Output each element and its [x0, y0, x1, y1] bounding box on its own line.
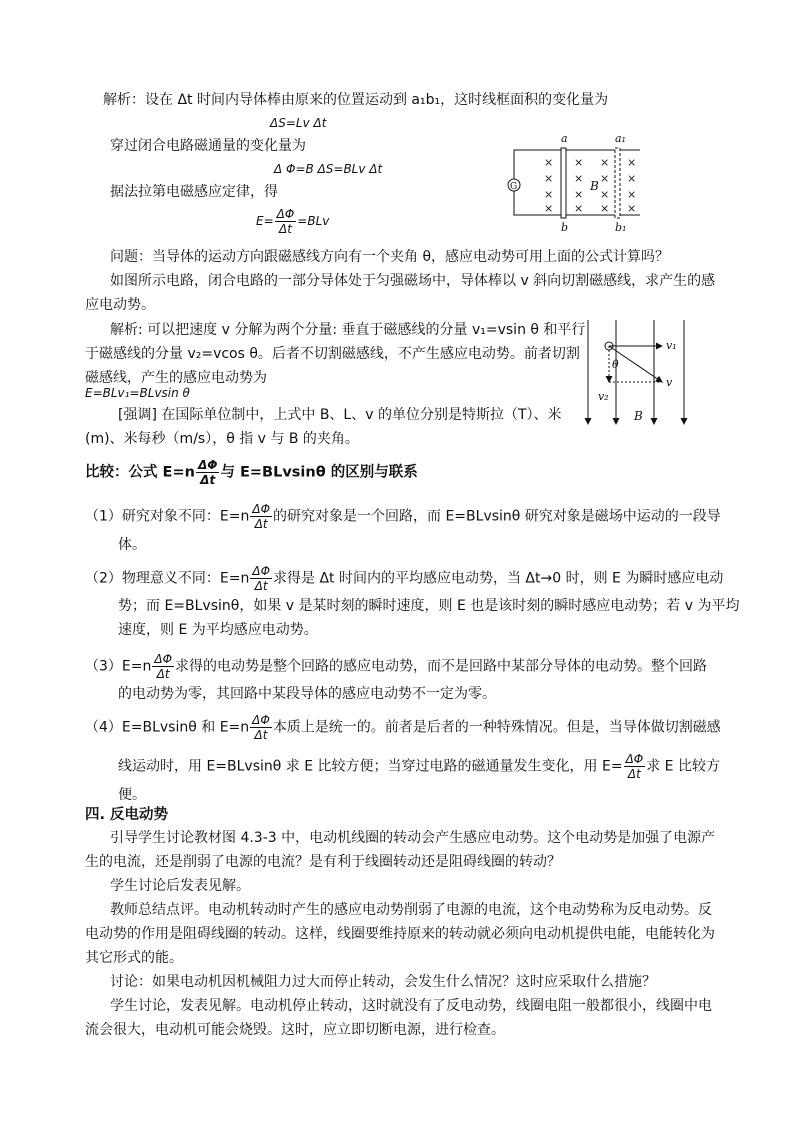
analysis-paragraph: 解析：设在 Δt 时间内导体棒由原来的位置运动到 a₁b₁，这时线框面积的变化量为	[103, 92, 609, 108]
field-cross: ×	[627, 172, 637, 185]
comparison-item-2	[85, 564, 723, 593]
galvanometer-label: G	[510, 182, 518, 192]
field-cross: ×	[600, 156, 610, 169]
item4-post: 本质上是统一的。前者是后者的一种特殊情况。但是，当导体做切割磁感	[272, 719, 721, 736]
faraday-law-text: 据法拉第电磁感应定律，得	[110, 184, 278, 200]
label-a: a	[561, 132, 568, 145]
circuit-figure	[500, 130, 650, 235]
label-theta: θ	[612, 358, 619, 371]
label-b1: b₁	[615, 221, 627, 234]
frac-denominator: Δt	[627, 767, 641, 781]
item1-pre: （1）研究对象不同：E=n	[85, 508, 250, 525]
flux-change-text: 穿过闭合电路磁通量的变化量为	[110, 138, 306, 154]
comparison-item-3-cont: 的电动势为零，其回路中某段导体的感应电动势不一定为零。	[118, 686, 496, 702]
comparison-heading-post: 与 E=BLvsinθ 的区别与联系	[220, 464, 418, 481]
section4-paragraph3-line1: 教师总结点评。电动机转动时产生的感应电动势削弱了电源的电流，这个电动势称为反电动势。反	[110, 902, 712, 918]
area-change-equation: ΔS=Lv Δt	[270, 116, 327, 130]
item4-cont-pre: 线运动时，用 E=BLvsinθ 求 E 比较方便；当穿过电路的磁通量发生变化，用 E=	[118, 758, 623, 775]
field-label-B: B	[590, 179, 599, 193]
section4-paragraph4: 讨论：如果电动机因机械阻力过大而停止转动，会发生什么情况？这时应采取什么措施？	[110, 974, 656, 990]
comparison-item-2-cont1: 势；而 E=BLvsinθ，如果 v 是某时刻的瞬时速度，则 E 也是该时刻的瞬时感应电动势；若 v 为平均	[118, 598, 740, 614]
field-cross: ×	[544, 172, 554, 185]
heading-denominator: Δt	[200, 473, 216, 487]
velocity-decomposition-figure	[580, 318, 700, 430]
emf-rhs: =BLv	[297, 214, 330, 228]
comparison-heading-pre: 比较：公式 E=n	[85, 464, 195, 481]
item2-pre: （2）物理意义不同：E=n	[85, 570, 250, 587]
emf-lhs: E=	[256, 214, 274, 228]
comparison-item-4-cont	[118, 752, 720, 781]
decomposition-line2: 于磁感线的分量 v₂=vcos θ。后者不切割磁感线，不产生感应电动势。前者切割	[85, 346, 580, 362]
decomposition-line1: 解析: 可以把速度 v 分解为两个分量: 垂直于磁感线的分量 v₁=vsin θ 和平行	[110, 322, 586, 338]
label-a1: a₁	[615, 132, 626, 145]
frac-numerator: ΔΦ	[154, 652, 173, 666]
circuit-description-line1: 如图所示电路，闭合电路的一部分导体处于匀强磁场中，导体棒以 v 斜向切割磁感线，求产生的感	[110, 273, 716, 289]
heading-fraction	[196, 458, 220, 487]
item3-fraction	[152, 652, 174, 681]
item2-post: 求得是 Δt 时间内的平均感应电动势，当 Δt→0 时，则 E 为瞬时感应电动	[273, 570, 724, 587]
comparison-item-4	[85, 713, 721, 742]
label-v2: v₂	[598, 390, 609, 403]
emf-denominator: Δt	[279, 222, 292, 236]
section4-paragraph2: 学生讨论后发表见解。	[110, 878, 250, 894]
frac-denominator: Δt	[254, 728, 268, 742]
emphasis-line2: (m)、米每秒（m/s），θ 指 v 与 B 的夹角。	[85, 431, 359, 447]
section-four-heading: 四. 反电动势	[85, 807, 169, 823]
comparison-item-1-cont: 体。	[118, 537, 146, 553]
item4-cont-fraction	[624, 752, 646, 781]
item1-post: 的研究对象是一个回路，而 E=BLvsinθ 研究对象是磁场中运动的一段导	[273, 508, 721, 525]
field-cross: ×	[600, 202, 610, 215]
frac-denominator: Δt	[156, 667, 170, 681]
section4-paragraph3-line2: 电动势的作用是阻碍线圈的转动。这样，线圈要维持原来的转动就必须向电动机提供电能，电能转化为	[85, 926, 715, 942]
frac-numerator: ΔΦ	[252, 564, 271, 578]
field-cross: ×	[544, 156, 554, 169]
comparison-item-1	[85, 502, 721, 531]
heading-numerator: ΔΦ	[197, 458, 218, 472]
rod-ab	[561, 148, 566, 218]
field-cross: ×	[544, 202, 554, 215]
field-cross: ×	[574, 172, 584, 185]
emf-numerator: ΔΦ	[276, 207, 295, 221]
section4-paragraph5-line2: 流会很大，电动机可能会烧毁。这时，应立即切断电源，进行检查。	[85, 1022, 505, 1038]
field-cross: ×	[600, 188, 610, 201]
field-cross: ×	[544, 188, 554, 201]
item3-post: 求得的电动势是整个回路的感应电动势，而不是回路中某部分导体的电动势。整个回路	[175, 658, 708, 675]
field-cross: ×	[574, 188, 584, 201]
item2-fraction	[250, 564, 272, 593]
section4-paragraph5-line1: 学生讨论，发表见解。电动机停止转动，这时就没有了反电动势，线圈电阻一般都很小，线圈中电	[110, 998, 712, 1014]
emphasis-line1: [强调] 在国际单位制中，上式中 B、L、v 的单位分别是特斯拉（T）、米	[118, 407, 562, 423]
item4-cont-post: 求 E 比较方	[646, 758, 720, 775]
field-cross: ×	[574, 156, 584, 169]
blv-sin-equation: E=BLv₁=BLvsin θ	[85, 386, 190, 400]
item4-pre: （4）E=BLvsinθ 和 E=n	[85, 719, 250, 736]
decomposition-line3: 磁感线，产生的感应电动势为	[85, 370, 267, 386]
comparison-item-2-cont2: 速度，则 E 为平均感应电动势。	[118, 622, 318, 638]
comparison-heading	[85, 458, 418, 487]
section4-paragraph1-line1: 引导学生讨论教材图 4.3-3 中，电动机线圈的转动会产生感应电动势。这个电动势是加强了电源产	[110, 830, 716, 846]
frac-numerator: ΔΦ	[252, 713, 270, 727]
comparison-item-3	[85, 652, 707, 681]
field-cross: ×	[627, 188, 637, 201]
item3-pre: （3）E=n	[85, 658, 152, 675]
frac-denominator: Δt	[254, 517, 268, 531]
comparison-item-4-cont2: 便。	[118, 787, 146, 803]
section4-paragraph3-line3: 其它形式的能。	[85, 950, 183, 966]
frac-numerator: ΔΦ	[252, 502, 271, 516]
question-text: 问题：当导体的运动方向跟磁感线方向有一个夹角 θ，感应电动势可用上面的公式计算吗？	[110, 249, 670, 265]
field-cross: ×	[574, 202, 584, 215]
section4-paragraph1-line2: 生的电流，还是削弱了电源的电流？是有利于线圈转动还是阻碍线圈的转动？	[85, 854, 561, 870]
label-v1: v₁	[666, 339, 677, 352]
field-cross: ×	[627, 156, 637, 169]
emf-fraction	[275, 207, 297, 236]
circuit-description-line2: 应电动势。	[85, 297, 155, 313]
flux-change-equation: Δ Φ=B ΔS=BLv Δt	[274, 162, 383, 176]
item1-fraction	[250, 502, 272, 531]
label-v: v	[666, 376, 673, 389]
field-cross: ×	[600, 172, 610, 185]
label-b: b	[561, 221, 569, 234]
rod-a1b1	[615, 148, 620, 218]
field-cross: ×	[627, 202, 637, 215]
frac-denominator: Δt	[254, 579, 268, 593]
item4-fraction	[250, 713, 272, 742]
frac-numerator: ΔΦ	[625, 752, 644, 766]
emf-equation	[256, 207, 329, 236]
label-B: B	[634, 409, 643, 423]
